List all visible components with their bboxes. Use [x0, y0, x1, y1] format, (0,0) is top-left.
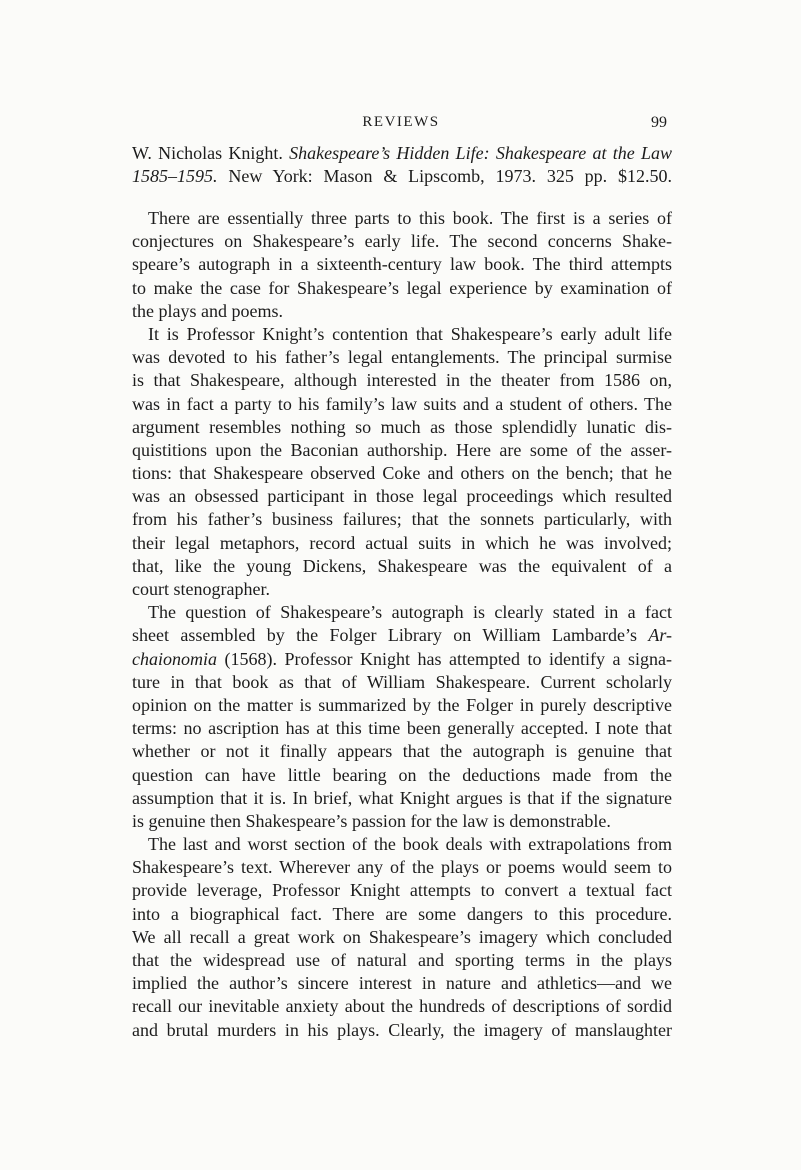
- text-line: recall our inevitable anxiety about the hundreds of descriptions of sordid: [132, 996, 672, 1017]
- text-line: The last and worst section of the book deals with extrapolations from: [148, 834, 672, 855]
- text-line: argument resembles nothing so much as those splendidly lunatic dis-: [132, 416, 672, 437]
- text-line: their legal metaphors, record actual suits in which he was involved;: [132, 532, 672, 553]
- text-line: implied the author’s sincere interest in nature and athletics—and we: [132, 973, 672, 994]
- running-head: [135, 114, 667, 134]
- text-line: was in fact a party to his family’s law suits and a student of others. The: [132, 393, 672, 414]
- text-line: [132, 648, 672, 671]
- text-line: assumption that it is. In brief, what Knight argues is that if the signature: [132, 787, 672, 808]
- running-title: REVIEWS: [362, 114, 440, 130]
- citation-title: Shakespeare’s Hidden Life: Shakespeare at the Law: [289, 143, 672, 163]
- text-line: opinion on the matter is summarized by the Folger in purely descriptive: [132, 694, 672, 715]
- citation-line: [132, 141, 672, 164]
- text-line: that the widespread use of natural and sporting terms in the plays: [132, 950, 672, 970]
- book-citation: [132, 141, 672, 187]
- text-line: terms: no ascription has at this time been generally accepted. I note that: [132, 718, 672, 739]
- text-line: speare’s autograph in a sixteenth-century law book. The third attempts: [132, 254, 672, 275]
- italic-term: chaionomia: [132, 648, 217, 669]
- citation-publication: New York: Mason & Lipscomb, 1973. 325 pp. $12.50.: [228, 166, 672, 187]
- text-line: to make the case for Shakespeare’s legal experience by examination of: [132, 277, 672, 298]
- text-line: We all recall a great work on Shakespeare’s imagery which concluded: [132, 926, 672, 947]
- text-line: into a biographical fact. There are some dangers to this procedure.: [132, 903, 672, 924]
- text-line: court stenographer.: [132, 579, 270, 599]
- text-line: provide leverage, Professor Knight attempts to convert a textual fact: [132, 880, 672, 901]
- text-line: is genuine then Shakespeare’s passion for the law is demonstrable.: [132, 810, 611, 831]
- text-line: tions: that Shakespeare observed Coke and others on the bench; that he: [132, 463, 672, 484]
- text-line: question can have little bearing on the deductions made from the: [132, 764, 672, 785]
- text-line: that, like the young Dickens, Shakespeare was the equivalent of a: [132, 555, 672, 576]
- citation-line: [132, 164, 672, 187]
- text-line: and brutal murders in his plays. Clearly, the imagery of manslaughter: [132, 1019, 672, 1040]
- text-line: was an obsessed participant in those legal proceedings which resulted: [132, 486, 672, 507]
- citation-title-years: 1585–1595.: [132, 166, 218, 187]
- text-line: The question of Shakespeare’s autograph is clearly stated in a fact: [148, 602, 672, 623]
- text-line: is that Shakespeare, although interested in the theater from 1586 on,: [132, 370, 672, 391]
- text-line: [132, 624, 672, 647]
- text-line: was devoted to his father’s legal entanglements. The principal surmise: [132, 347, 672, 368]
- text-line: quistitions upon the Baconian authorship. Here are some of the asser-: [132, 439, 672, 460]
- text-line: There are essentially three parts to this book. The first is a series of: [148, 208, 672, 228]
- citation-author: W. Nicholas Knight.: [132, 143, 283, 163]
- text-line: Shakespeare’s text. Wherever any of the plays or poems would seem to: [132, 857, 672, 878]
- text-line: ture in that book as that of William Shakespeare. Current scholarly: [132, 671, 672, 692]
- page-number: 99: [651, 114, 667, 131]
- text-line: the plays and poems.: [132, 300, 283, 321]
- text-fragment: (1568). Professor Knight has attempted to identify a signa-: [224, 648, 672, 669]
- text-line: whether or not it finally appears that the autograph is genuine that: [132, 741, 672, 762]
- review-body: [132, 207, 672, 1042]
- italic-term: Ar-: [648, 625, 673, 646]
- text-line: It is Professor Knight’s contention that Shakespeare’s early adult life: [148, 323, 672, 344]
- text-fragment: sheet assembled by the Folger Library on William Lambarde’s: [132, 625, 637, 646]
- text-line: conjectures on Shakespeare’s early life. The second concerns Shake-: [132, 231, 672, 252]
- text-line: from his father’s business failures; that the sonnets particularly, with: [132, 509, 672, 530]
